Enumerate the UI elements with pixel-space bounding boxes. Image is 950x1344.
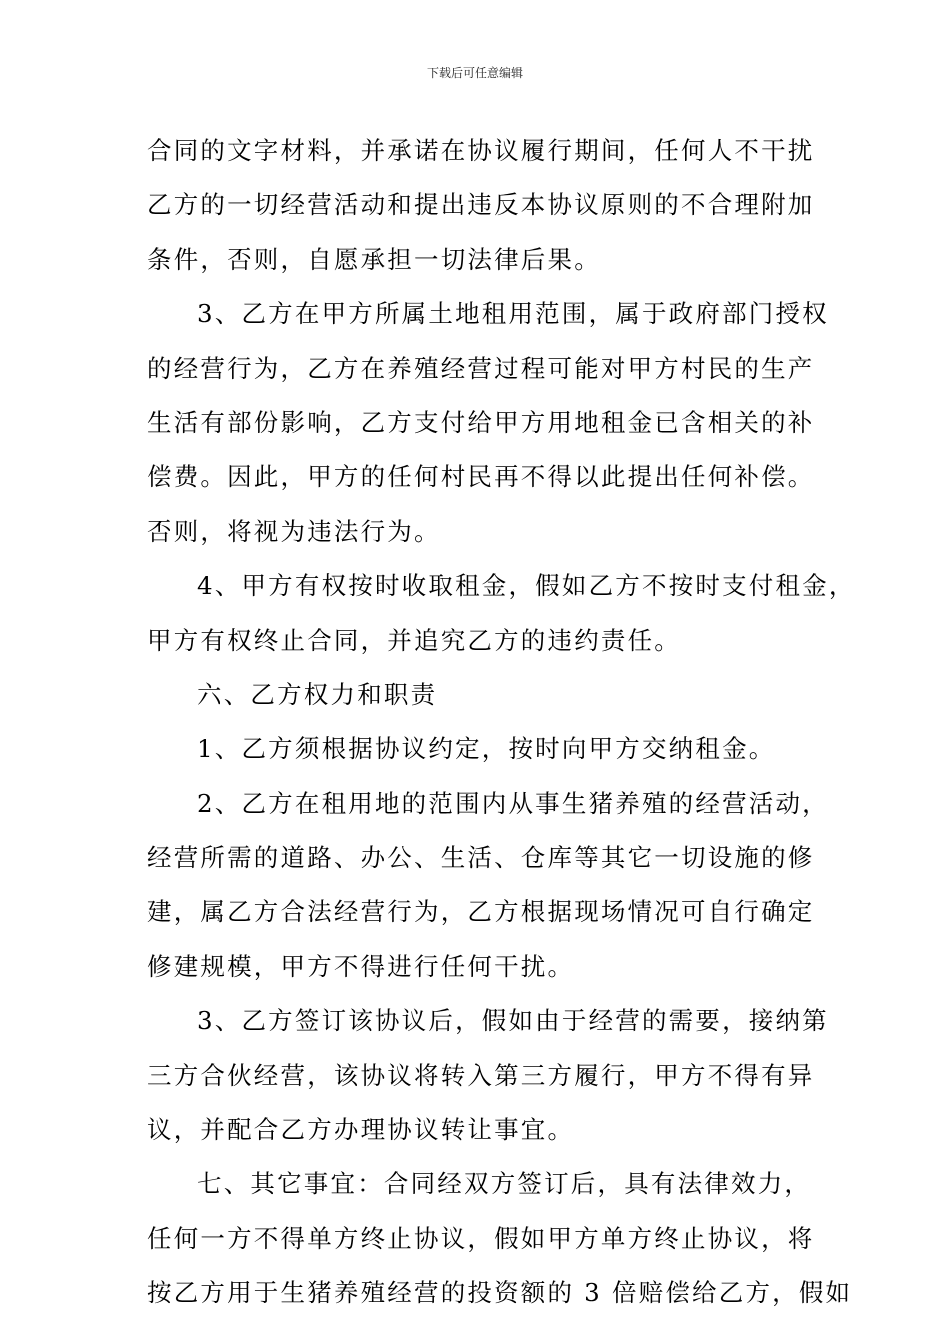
text-line: 任何一方不得单方终止协议，假如甲方单方终止协议，将 [147, 1223, 815, 1253]
section-heading [147, 668, 827, 722]
text-line: 甲方有权终止合同，并追究乙方的违约责任。 [147, 625, 681, 655]
text-line: 议，并配合乙方办理协议转让事宜。 [147, 1115, 575, 1145]
document-body [147, 124, 856, 1321]
paragraph [147, 124, 827, 287]
text-line: 3、乙方签订该协议后，假如由于经营的需要，接纳第 [197, 1006, 829, 1036]
text-line: 4、甲方有权按时收取租金，假如乙方不按时支付租金， [197, 571, 856, 601]
text-line: 否则，将视为违法行为。 [147, 516, 441, 546]
text-line: 六、乙方权力和职责 [197, 679, 438, 709]
text-line: 生活有部份影响，乙方支付给甲方用地租金已含相关的补 [147, 407, 815, 437]
text-line: 3、乙方在甲方所属土地租用范围，属于政府部门授权 [197, 299, 829, 329]
text-line: 2、乙方在租用地的范围内从事生猪养殖的经营活动， [197, 788, 829, 818]
text-line: 建，属乙方合法经营行为，乙方根据现场情况可自行确定 [147, 897, 815, 927]
text-line: 乙方的一切经营活动和提出违反本协议原则的不合理附加 [147, 190, 815, 220]
paragraph [147, 777, 827, 995]
paragraph [147, 722, 827, 776]
text-line: 条件，否则，自愿承担一切法律后果。 [147, 244, 601, 274]
text-line: 按乙方用于生猪养殖经营的投资额的 3 倍赔偿给乙方，假如 [147, 1278, 853, 1308]
text-line: 三方合伙经营，该协议将转入第三方履行，甲方不得有异 [147, 1060, 815, 1090]
text-line: 七、其它事宜：合同经双方签订后，具有法律效力， [197, 1169, 812, 1199]
text-line: 偿费。因此，甲方的任何村民再不得以此提出任何补偿。 [147, 462, 815, 492]
text-line: 合同的文字材料，并承诺在协议履行期间，任何人不干扰 [147, 136, 815, 165]
text-line: 经营所需的道路、办公、生活、仓库等其它一切设施的修 [147, 843, 815, 873]
text-line: 的经营行为，乙方在养殖经营过程可能对甲方村民的生产 [147, 353, 815, 383]
paragraph [147, 559, 856, 668]
paragraph [147, 287, 827, 559]
page-header-note: 下载后可任意编辑 [426, 66, 523, 80]
text-line: 1、乙方须根据协议约定，按时向甲方交纳租金。 [197, 734, 776, 764]
paragraph [147, 1157, 853, 1320]
text-line: 修建规模，甲方不得进行任何干扰。 [147, 951, 575, 981]
paragraph [147, 994, 827, 1157]
